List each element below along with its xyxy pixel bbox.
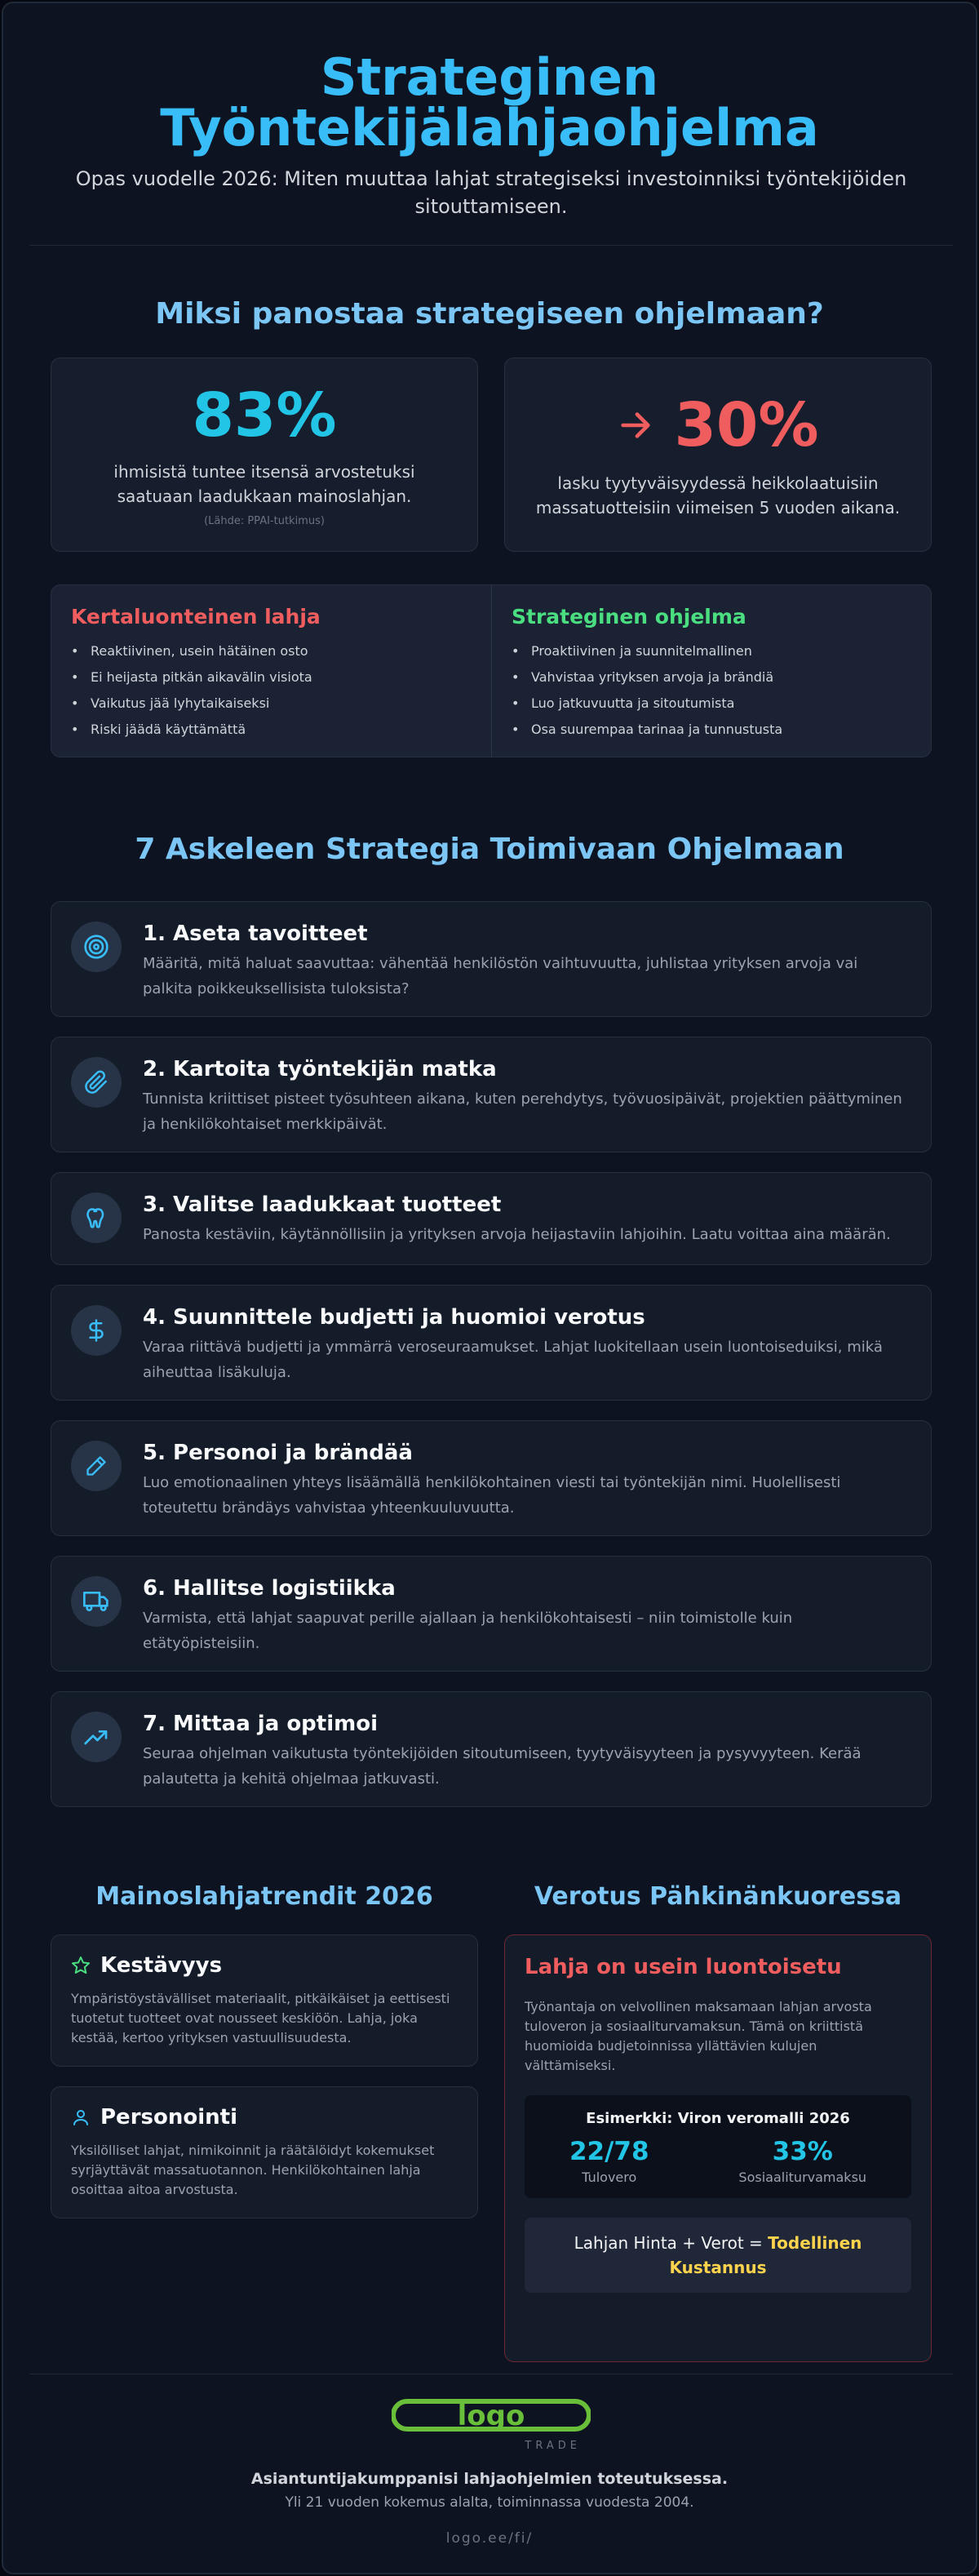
infographic-frame xyxy=(2,2,977,2574)
stat-card-30 xyxy=(504,358,932,552)
paperclip-icon xyxy=(84,1070,109,1095)
tax-total-box xyxy=(525,2218,911,2293)
logo-tag: TRADE xyxy=(525,2440,581,2452)
trends-title: Mainoslahjatrendit 2026 xyxy=(95,1882,433,1911)
stat-card-83 xyxy=(51,358,478,552)
target-icon xyxy=(83,934,109,960)
trend-title: Personointi xyxy=(100,2105,237,2130)
stat-value: 83% xyxy=(192,380,337,451)
tax-description: Työnantaja on velvollinen maksamaan lahjan arvosta tuloveron ja sosiaaliturvamaksun. Tämä on kriittistä huomioida budjetoinnissa yllättävien kulujen välttämiseksi. xyxy=(525,1999,872,2073)
footer-tagline: Asiantuntijakumppanisi lahjaohjelmien toteutuksessa. xyxy=(250,2470,729,2488)
comparison-box xyxy=(51,584,932,757)
tax-example-title: Esimerkki: Viron veromalli 2026 xyxy=(586,2110,850,2127)
stat-value: 30% xyxy=(674,390,819,460)
header xyxy=(3,3,976,245)
logo-word: logo xyxy=(457,2400,525,2432)
list-item: • Vaikutus jää lyhytaikaiseksi xyxy=(71,691,472,717)
list-item: • Riski jäädä käyttämättä xyxy=(71,717,472,743)
trend-card-sustainability xyxy=(51,1934,478,2067)
step-title: 2. Kartoita työntekijän matka xyxy=(143,1057,497,1081)
tax-card-title: Lahja on usein luontoisetu xyxy=(525,1955,842,1979)
tax-total-prefix: Lahjan Hinta + Verot = xyxy=(574,2233,763,2253)
step-description: Seuraa ohjelman vaikutusta työntekijöiden sitoutumiseen, tyytyväisyyteen ja pysyvyyteen. Kerää palautetta ja kehitä ohjelmaa jatkuvasti. xyxy=(143,1745,862,1788)
step-description: Varmista, että lahjat saapuvat perille ajallaan ja henkilökohtaisesti – niin toimistolle kuin etätyöpisteisiin. xyxy=(143,1610,793,1652)
step-description: Tunnista kriittiset pisteet työsuhteen aikana, kuten perehdytys, työvuosipäivät, projektien päättyminen ja henkilökohtaiset merkkipäivät. xyxy=(143,1090,902,1133)
comparison-right xyxy=(491,585,931,757)
list-item: • Reaktiivinen, usein hätäinen osto xyxy=(71,638,472,664)
user-icon xyxy=(71,2107,91,2127)
step-title: 1. Aseta tavoitteet xyxy=(143,922,368,946)
tax-figure-income: 22/78 Tulovero xyxy=(569,2137,649,2185)
step-card-4 xyxy=(51,1285,932,1401)
step-card-7 xyxy=(51,1691,932,1807)
page-title: Strateginen Työntekijälahjaohjelma xyxy=(160,47,819,158)
step-description: Luo emotionaalinen yhteys lisäämällä henkilökohtainen viesti tai työntekijän nimi. Huolellisesti toteutettu brändäys vahvistaa yhteenkuuluvuutta. xyxy=(143,1474,841,1517)
list-item: • Ei heijasta pitkän aikavälin visiota xyxy=(71,664,472,691)
logo-mark xyxy=(392,2398,591,2457)
trend-card-personalization xyxy=(51,2086,478,2218)
tax-card xyxy=(504,1934,932,2362)
list-item: • Osa suurempaa tarinaa ja tunnustusta xyxy=(512,717,911,743)
step-title: 6. Hallitse logistiikka xyxy=(143,1576,396,1601)
step-card-6 xyxy=(51,1556,932,1672)
logo xyxy=(392,2398,591,2457)
step-description: Määritä, mitä haluat saavuttaa: vähentää henkilöstön vaihtuvuutta, juhlistaa yrityksen arvoja vai palkita poikkeuksellisista tuloksista? xyxy=(143,955,858,997)
comparison-right-list xyxy=(512,638,911,743)
comparison-left-title: Kertaluonteinen lahja xyxy=(71,605,321,628)
tax-figure-social: 33% Sosiaaliturvamaksu xyxy=(738,2137,867,2185)
comparison-left-list xyxy=(71,638,472,743)
list-item: • Luo jatkuvuutta ja sitoutumista xyxy=(512,691,911,717)
step-title: 3. Valitse laadukkaat tuotteet xyxy=(143,1193,502,1217)
why-section-title: Miksi panostaa strategiseen ohjelmaan? xyxy=(155,297,824,331)
stat-text: ihmisistä tuntee itsensä arvostetuksi saatuaan laadukkaan mainoslahjan. xyxy=(113,462,415,506)
stat-text: lasku tyytyväisyydessä heikkolaatuisiin massatuotteisiin viimeisen 5 vuoden aikana. xyxy=(535,473,901,517)
step-card-3 xyxy=(51,1172,932,1265)
tax-total-emphasis: Todellinen Kustannus xyxy=(669,2233,862,2277)
trend-description: Yksilölliset lahjat, nimikoinnit ja räätälöidyt kokemukset syrjäyttävät massatuotannon. Henkilökohtainen lahja osoittaa aitoa arvostusta. xyxy=(71,2143,435,2197)
stat-source: (Lähde: PPAI-tutkimus) xyxy=(204,515,325,527)
trend-title: Kestävyys xyxy=(100,1953,223,1978)
dollar-icon xyxy=(84,1318,109,1343)
step-card-2 xyxy=(51,1037,932,1153)
page-subtitle: Opas vuodelle 2026: Miten muuttaa lahjat strategiseksi investoinniksi työntekijöiden sitouttamiseen. xyxy=(75,167,907,218)
step-card-5 xyxy=(51,1420,932,1536)
trend-up-icon xyxy=(83,1724,109,1750)
step-title: 5. Personoi ja brändää xyxy=(143,1441,413,1465)
steps-section-title: 7 Askeleen Strategia Toimivaan Ohjelmaan xyxy=(135,833,844,866)
footer-url-link[interactable]: logo.ee/fi/ xyxy=(445,2530,534,2547)
step-title: 7. Mittaa ja optimoi xyxy=(143,1712,378,1736)
star-icon xyxy=(71,1956,91,1975)
trend-description: Ympäristöystävälliset materiaalit, pitkäikäiset ja eettisesti tuotetut tuotteet ovat nousseet keskiöön. Lahja, joka kestää, kertoo yrityksen vastuullisuudesta. xyxy=(71,1991,450,2045)
tax-example-box xyxy=(525,2095,911,2198)
gift-icon xyxy=(84,1206,109,1230)
list-item: • Vahvistaa yrityksen arvoja ja brändiä xyxy=(512,664,911,691)
pencil-icon xyxy=(85,1455,108,1477)
arrow-right-icon xyxy=(617,406,654,444)
comparison-left xyxy=(51,585,491,757)
step-card-1 xyxy=(51,901,932,1017)
header-divider xyxy=(29,245,953,246)
step-title: 4. Suunnittele budjetti ja huomioi verotus xyxy=(143,1305,645,1330)
truck-icon xyxy=(83,1588,109,1614)
footer-experience: Yli 21 vuoden kokemus alalta, toiminnassa vuodesta 2004. xyxy=(285,2494,694,2511)
step-description: Varaa riittävä budjetti ja ymmärrä veroseuraamukset. Lahjat luokitellaan usein luontoiseduiksi, mikä aiheuttaa lisäkuluja. xyxy=(143,1339,883,1381)
comparison-right-title: Strateginen ohjelma xyxy=(512,605,746,628)
tax-title: Verotus Pähkinänkuoressa xyxy=(534,1882,902,1911)
step-description: Panosta kestäviin, käytännöllisiin ja yrityksen arvoja heijastaviin lahjoihin. Laatu voittaa aina määrän. xyxy=(143,1226,891,1243)
list-item: • Proaktiivinen ja suunnitelmallinen xyxy=(512,638,911,664)
